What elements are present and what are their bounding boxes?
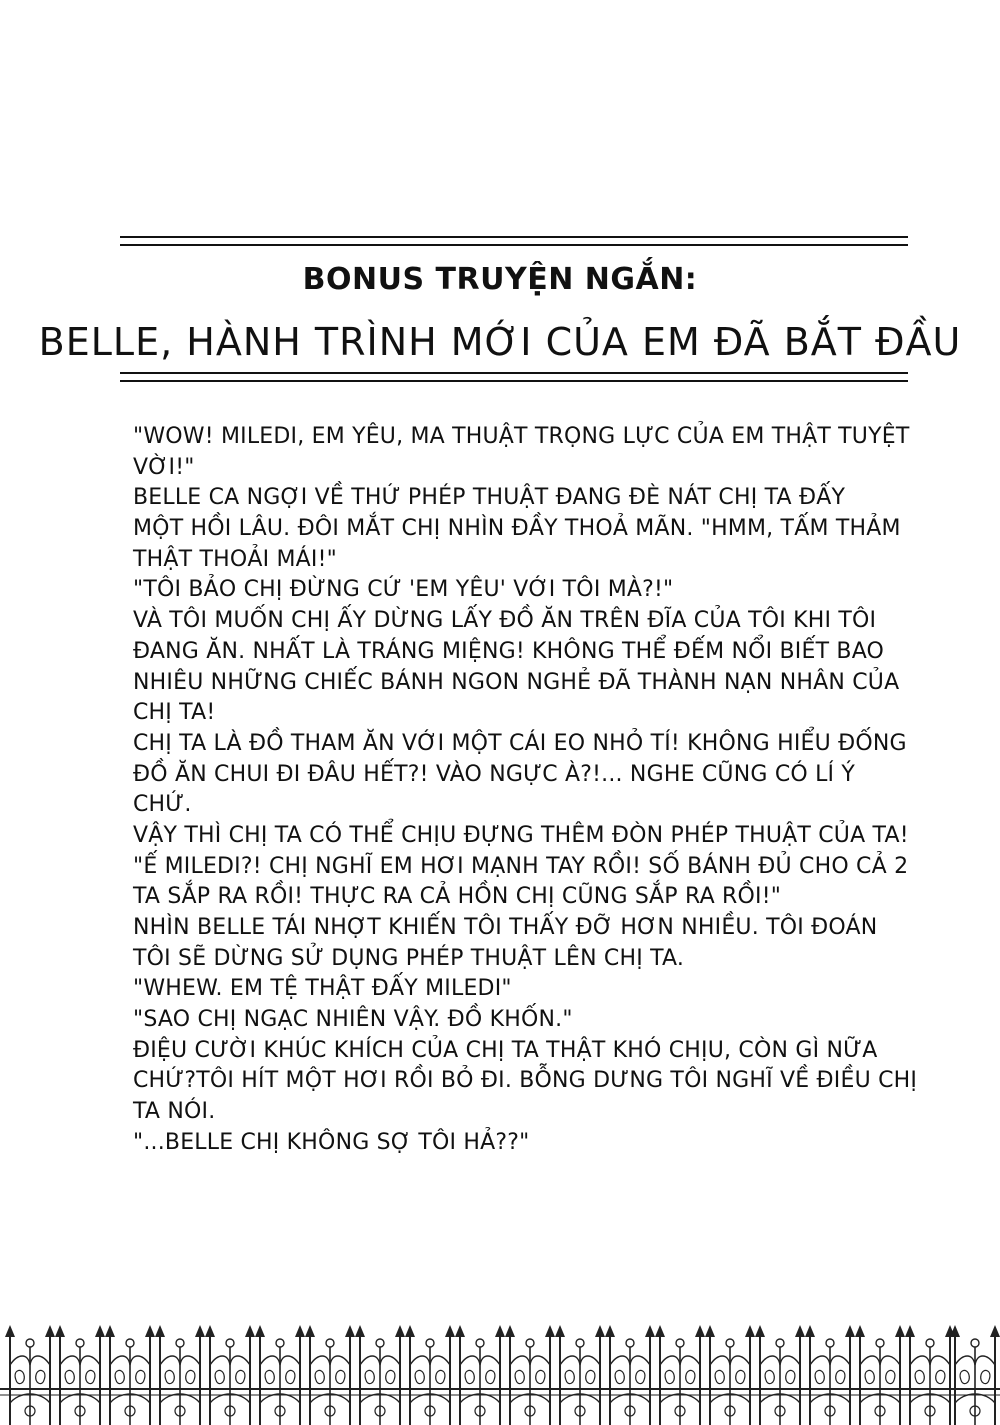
bottom-rule-outer xyxy=(120,380,908,382)
body-line: TA NÓI. xyxy=(133,1099,216,1125)
body-line: BELLE CA NGỢI VỀ THỨ PHÉP THUẬT ĐANG ĐÈ NÁT CHỊ TA ĐẤY xyxy=(133,485,846,511)
body-line: "...BELLE CHỊ KHÔNG SỢ TÔI HẢ??" xyxy=(133,1129,530,1155)
story-title: BELLE, HÀNH TRÌNH MỚI CỦA EM ĐÃ BẮT ĐẦU xyxy=(38,320,962,364)
body-line: ĐANG ĂN. NHẤT LÀ TRÁNG MIỆNG! KHÔNG THỂ ĐẾM NỔI BIẾT BAO xyxy=(133,638,885,664)
body-line: VÀ TÔI MUỐN CHỊ ẤY DỪNG LẤY ĐỒ ĂN TRÊN ĐĨA CỦA TÔI KHI TÔI xyxy=(133,608,877,634)
top-rule-inner xyxy=(120,244,908,246)
body-line: NHÌN BELLE TÁI NHỢT KHIẾN TÔI THẤY ĐỠ HƠN NHIỀU. TÔI ĐOÁN xyxy=(133,915,878,940)
body-line: ĐỒ ĂN CHUI ĐI ĐÂU HẾT?! VÀO NGỰC À?!... NGHE CŨNG CÓ LÍ Ý xyxy=(133,761,856,787)
body-line: "SAO CHỊ NGẠC NHIÊN VẬY. ĐỒ KHỐN." xyxy=(133,1007,573,1033)
body-line: TÔI SẼ DỪNG SỬ DỤNG PHÉP THUẬT LÊN CHỊ TA. xyxy=(133,945,685,971)
body-line: VỜI!" xyxy=(133,454,195,480)
body-line: "WHEW. EM TỆ THẬT ĐẤY MILEDI" xyxy=(133,976,512,1002)
iron-fence-ornament xyxy=(0,1325,1000,1425)
body-line: "WOW! MILEDI, EM YÊU, MA THUẬT TRỌNG LỰC CỦA EM THẬT TUYỆT xyxy=(133,424,910,449)
body-line: TA SẮP RA RỒI! THỰC RA CẢ HỒN CHỊ CŨNG SẮP RA RỒI!" xyxy=(133,884,782,910)
body-line: ĐIỆU CƯỜI KHÚC KHÍCH CỦA CHỊ TA THẬT KHÓ CHỊU, CÒN GÌ NỮA xyxy=(133,1037,878,1063)
body-line: NHIÊU NHỮNG CHIẾC BÁNH NGON NGHẺ ĐÃ THÀNH NẠN NHÂN CỦA xyxy=(133,669,900,695)
body-line: VẬY THÌ CHỊ TA CÓ THỂ CHỊU ĐỰNG THÊM ĐÒN PHÉP THUẬT CỦA TA! xyxy=(133,822,909,848)
body-line: CHỨ?TÔI HÍT MỘT HƠI RỒI BỎ ĐI. BỖNG DƯNG TÔI NGHĨ VỀ ĐIỀU CHỊ xyxy=(133,1068,918,1094)
story-body xyxy=(133,422,943,1159)
body-line: "TÔI BẢO CHỊ ĐỪNG CỨ 'EM YÊU' VỚI TÔI MÀ?!" xyxy=(133,577,674,603)
top-rule-outer xyxy=(120,236,908,238)
body-line: THẬT THOẢI MÁI!" xyxy=(133,546,337,572)
bonus-label: BONUS TRUYỆN NGẮN: xyxy=(302,262,698,297)
body-line: "Ế MILEDI?! CHỊ NGHĨ EM HƠI MẠNH TAY RỒI! SỐ BÁNH ĐỦ CHO CẢ 2 xyxy=(133,853,909,879)
body-line: CHỨ. xyxy=(133,792,192,818)
body-line: CHỊ TA LÀ ĐỒ THAM ĂN VỚI MỘT CÁI EO NHỎ TÍ! KHÔNG HIỂU ĐỐNG xyxy=(133,730,907,756)
body-line: CHỊ TA! xyxy=(133,700,216,726)
body-line: MỘT HỒI LÂU. ĐÔI MẮT CHỊ NHÌN ĐẦY THOẢ MÃN. "HMM, TẤM THẢM xyxy=(133,516,901,542)
bottom-rule-inner xyxy=(120,372,908,374)
